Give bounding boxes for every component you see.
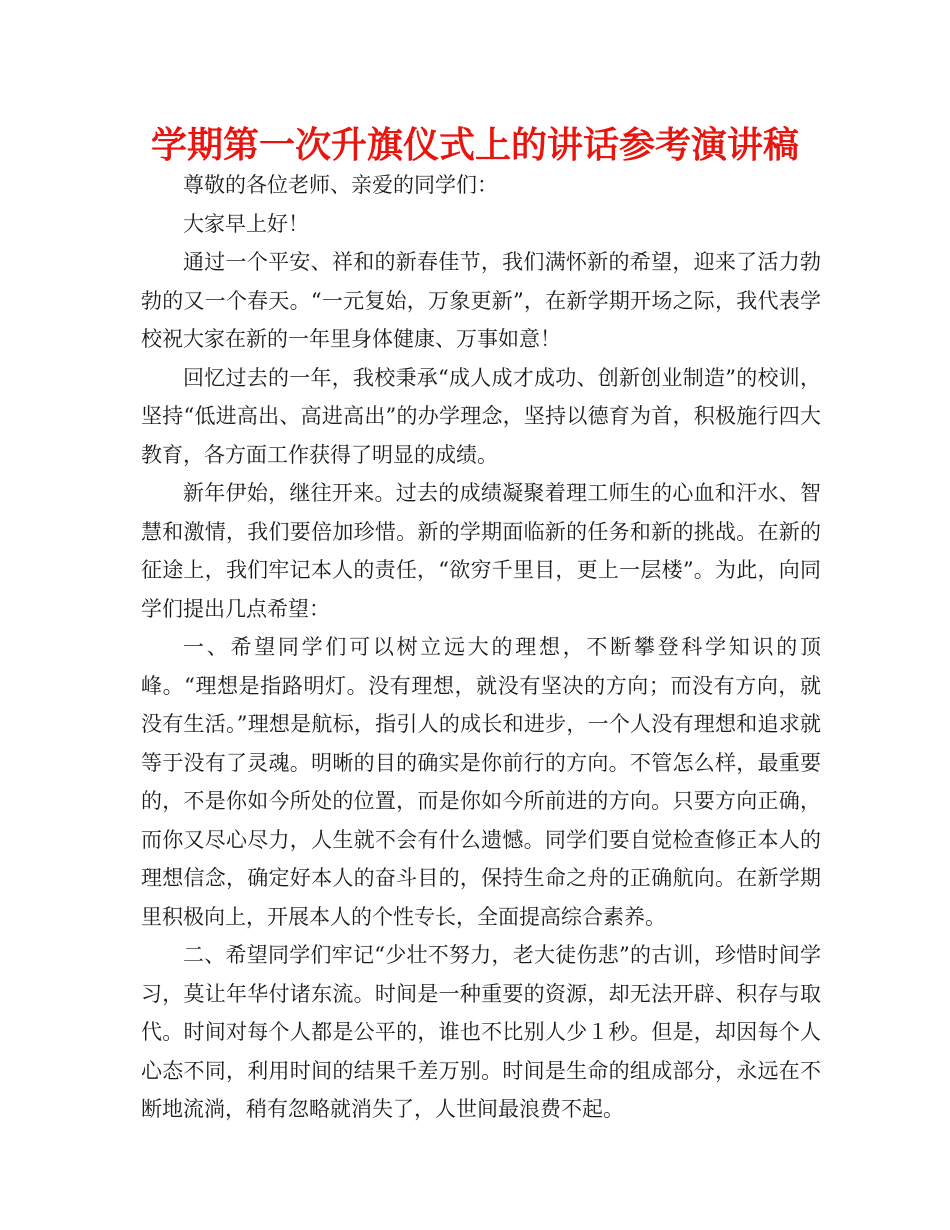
paragraph-new-year: 通过一个平安、祥和的新春佳节，我们满怀新的希望，迎来了活力勃勃的又一个春天。“一元复始，万象更新”，在新学期开场之际，我代表学校祝大家在新的一年里身体健康、万事如意！: [141, 250, 821, 351]
paragraph-new-semester: 新年伊始，继往开来。过去的成绩凝聚着理工师生的心血和汗水、智慧和激情，我们要倍加珍惜。新的学期面临新的任务和新的挑战。在新的征途上，我们牢记本人的责任，“欲穷千里目，更上一层楼”。为此，向同学们提出几点希望：: [141, 481, 821, 621]
paragraph-salutation: 尊敬的各位老师、亲爱的同学们：: [183, 173, 498, 197]
paragraph-hope-two: 二、希望同学们牢记“少壮不努力，老大徒伤悲”的古训，珍惜时间学习，莫让年华付诸东流。时间是一种重要的资源，却无法开辟、积存与取代。时间对每个人都是公平的，谁也不比别人少１秒。但是，却因每个人心态不同，利用时间的结果千差万别。时间是生命的组成部分，永远在不断地流淌，稍有忽略就消失了，人世间最浪费不起。: [141, 943, 821, 1121]
document-body: [141, 166, 821, 1129]
paragraph-hope-one: 一、希望同学们可以树立远大的理想，不断攀登科学知识的顶峰。“理想是指路明灯。没有理想，就没有坚决的方向；而没有方向，就没有生活。”理想是航标，指引人的成长和进步，一个人没有理想和追求就等于没有了灵魂。明晰的目的确实是你前行的方向。不管怎么样，最重要的，不是你如今所处的位置，而是你如今所前进的方向。只要方向正确，而你又尽心尽力，人生就不会有什么遗憾。同学们要自觉检查修正本人的理想信念，确定好本人的奋斗目的，保持生命之舟的正确航向。在新学期里积极向上，开展本人的个性专长，全面提高综合素养。: [141, 635, 821, 929]
paragraph-greeting: 大家早上好！: [183, 211, 309, 236]
paragraph-review: 回忆过去的一年，我校秉承“成人成才成功、创新创业制造”的校训，坚持“低进高出、高进高出”的办学理念，坚持以德育为首，积极施行四大教育，各方面工作获得了明显的成绩。: [141, 365, 821, 467]
page-title: 学期第一次升旗仪式上的讲话参考演讲稿: [150, 125, 799, 166]
